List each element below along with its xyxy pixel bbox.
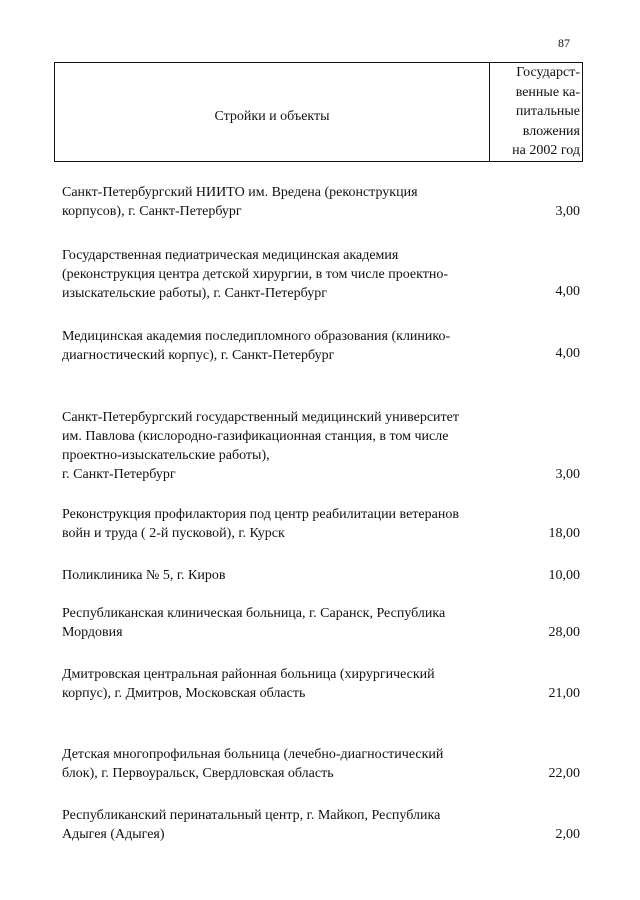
object-name: Детская многопрофильная больница (лечебно-диагностический блок), г. Первоуральск, Свердловская область: [62, 747, 444, 781]
investment-value: 22,00: [548, 766, 580, 781]
investment-value: 28,00: [548, 625, 580, 640]
investment-value: 21,00: [548, 686, 580, 701]
table-row: [62, 665, 580, 703]
object-name: Медицинская академия последипломного образования (клинико- диагностический корпус), г. Санкт-Петербург: [62, 329, 451, 363]
investment-value: 10,00: [548, 568, 580, 583]
object-name: Государственная педиатрическая медицинская академия (реконструкция центра детской хирургии, в том числе проектно- изыскательские работы), г. Санкт-Петербург: [62, 248, 449, 301]
object-name: Дмитровская центральная районная больница (хирургический корпус), г. Дмитров, Московская область: [62, 667, 435, 701]
table-row: [62, 183, 580, 221]
table-row: [62, 327, 580, 365]
object-name: Республиканский перинатальный центр, г. Майкоп, Республика Адыгея (Адыгея): [62, 808, 441, 842]
column-header-line: Государст-: [516, 65, 580, 80]
object-name: Реконструкция профилактория под центр реабилитации ветеранов войн и труда ( 2-й пусковой), г. Курск: [62, 507, 459, 541]
table-row: [62, 246, 580, 303]
table-header: [54, 62, 583, 162]
table-row: [62, 505, 580, 543]
column-header-objects: Стройки и объекты: [55, 63, 490, 162]
object-name: Республиканская клиническая больница, г. Саранск, Республика Мордовия: [62, 606, 446, 640]
investment-value: 4,00: [555, 284, 580, 299]
column-header-investments: [490, 63, 583, 162]
table-row: [62, 408, 580, 484]
table-row: [62, 806, 580, 844]
page-number: 87: [558, 36, 570, 50]
investment-value: 4,00: [555, 346, 580, 361]
column-header-line: питальные: [515, 104, 580, 119]
investment-value: 18,00: [548, 526, 580, 541]
investment-value: 2,00: [555, 827, 580, 842]
column-header-line: на 2002 год: [512, 143, 580, 158]
object-name: Поликлиника № 5, г. Киров: [62, 568, 226, 583]
investment-value: 3,00: [555, 204, 580, 219]
object-name: Санкт-Петербургский НИИТО им. Вредена (реконструкция корпусов), г. Санкт-Петербург: [62, 185, 418, 219]
table-row: [62, 745, 580, 783]
table-row: [62, 566, 580, 585]
object-name: Санкт-Петербургский государственный медицинский университет им. Павлова (кислородно-газификационная станция, в том числе проектно-изыскательские работы), г. Санкт-Петербург: [62, 410, 459, 482]
column-header-line: вложения: [522, 123, 580, 139]
investment-value: 3,00: [555, 467, 580, 482]
column-header-line: венные ка-: [515, 84, 580, 100]
table-row: [62, 604, 580, 642]
